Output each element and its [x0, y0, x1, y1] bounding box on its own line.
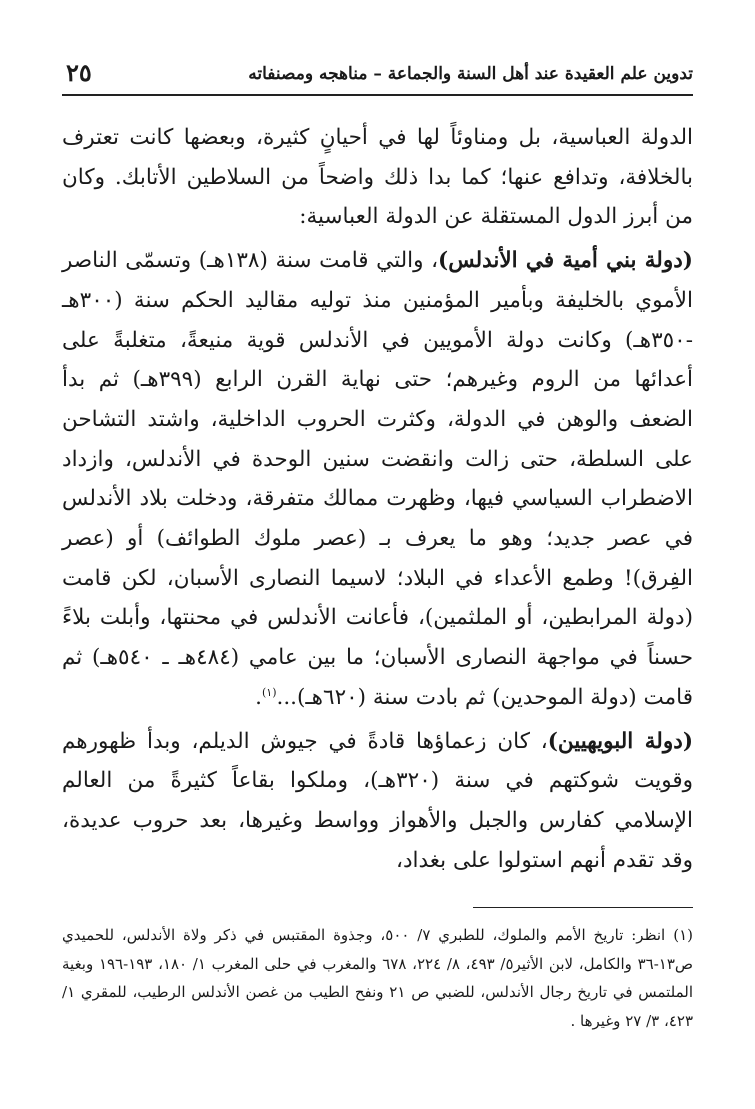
footnote-reference[interactable]: (١)	[261, 685, 277, 699]
running-title: تدوين علم العقيدة عند أهل السنة والجماعة – مناهجه ومصنفاته	[248, 64, 693, 84]
footnote-1	[62, 921, 693, 1035]
paragraph-1: الدولة العباسية، بل ومناوئاً لها في أحيانٍ كثيرة، وبعضها كانت تعترف بالخلافة، وتدافع عنها؛ كما بدا ذلك واضحاً من السلاطين الأتابك. وكان من أبرز الدول المستقلة عن الدولة العباسية:	[62, 125, 693, 230]
paragraph-text: ، كان زعماؤها قادةً في جيوش الديلم، وبدأ ظهورهم وقويت شوكتهم في سنة (٣٢٠هـ)، وملكوا بقاعاً كثيرةً من العالم الإسلامي كفارس والجبل والأهواز وواسط وغيرها، بعد حروب عديدة، وقد تقدم أنهم استولوا على بغداد،	[62, 728, 693, 873]
paragraph-umayyad	[62, 241, 693, 717]
footnote-number: (١)	[673, 926, 693, 944]
footnotes	[62, 921, 693, 1035]
footnote-separator	[473, 907, 693, 908]
main-text	[62, 118, 693, 880]
paragraph-lead: (دولة بني أمية في الأندلس)	[438, 248, 693, 274]
page-number: ٢٥	[66, 58, 92, 87]
footnote-text: انظر: تاريخ الأمم والملوك، للطبري ٧/ ٥٠٠، وجذوة المقتبس في ذكر ولاة الأندلس، للحميدي ص١٣-٣٦ والكامل، لابن الأثير٥/ ٤٩٣، ٨/ ٢٢٤، ٦٧٨ والمغرب في حلى المغرب ١/ ١٨٠، ١٩٣-١٩٦ وبغية الملتمس في تاريخ رجال الأندلس، للضبي ص ٢١ ونفح الطيب من غصن الأندلس الرطيب، للمقري ١/ ٤٢٣، ٣/ ٢٧ وغيرها .	[62, 926, 694, 1030]
paragraph-buyid	[62, 722, 693, 881]
paragraph-end: .	[255, 684, 262, 710]
paragraph-lead: (دولة البويهيين)	[547, 728, 693, 754]
paragraph-text: ، والتي قامت سنة (١٣٨هـ) وتسمّى الناصر الأموي بالخليفة وبأمير المؤمنين منذ توليه مقاليد الحكم سنة (٣٠٠هـ -٣٥٠هـ) وكانت دولة الأمويين في الأندلس قوية منيعةً، متغلبةً على أعدائها من الروم وغيرهم؛ حتى نهاية القرن الرابع (٣٩٩هـ) ثم بدأ الضعف والوهن في الدولة، وكثرت الحروب الداخلية، واشتد التشاحن على السلطة، حتى زالت وانقضت سنين الوحدة في الأندلس، وازداد الاضطراب السياسي فيها، وظهرت ممالك متفرقة، ودخلت بلاد الأندلس في عصر جديد؛ وهو ما يعرف بـ (عصر ملوك الطوائف) أو (عصر الفِرق)! وطمع الأعداء في البلاد؛ لاسيما النصارى الأسبان، لكن قامت (دولة المرابطين، أو الملثمين)، فأعانت الأندلس في محنتها، وأبلت بلاءً حسناً في مواجهة النصارى الأسبان؛ ما بين عامي (٤٨٤هـ ـ ٥٤٠هـ) ثم قامت (دولة الموحدين) ثم بادت سنة (٦٢٠هـ)...	[62, 248, 694, 710]
page-header	[62, 56, 693, 96]
